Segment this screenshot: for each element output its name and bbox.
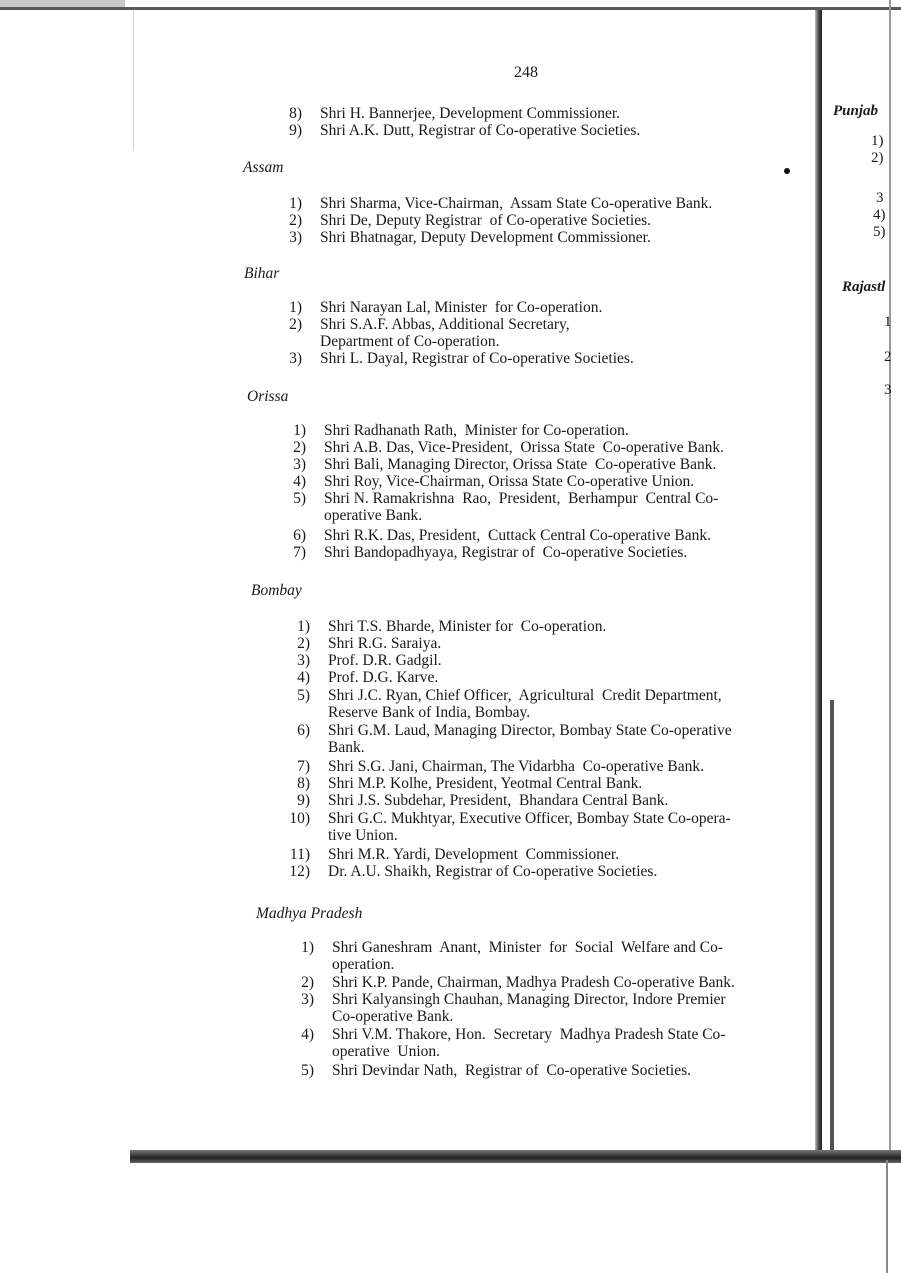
facing-page-heading-punjab: Punjab — [833, 103, 879, 119]
list-item-text: Shri K.P. Pande, Chairman, Madhya Pradesh Co-operative Bank. — [332, 974, 735, 991]
list-item-text: Shri Bandopadhyaya, Registrar of Co-operative Societies. — [324, 544, 688, 561]
list-item-number: 9) — [297, 792, 310, 809]
page-number: 248 — [514, 64, 538, 81]
list-item-number: 10) — [289, 810, 310, 827]
list-item-number: 6) — [293, 527, 306, 544]
bottom-page-edge — [130, 1150, 901, 1163]
list-item-text: Shri V.M. Thakore, Hon. Secretary Madhya Pradesh State Co- — [332, 1026, 726, 1043]
list-item-text: Shri S.A.F. Abbas, Additional Secretary, — [320, 316, 570, 333]
list-item-number: 9) — [289, 122, 302, 139]
list-item-number: 5) — [301, 1062, 314, 1079]
facing-page-number: 2) — [871, 150, 884, 166]
list-item-text: Shri G.M. Laud, Managing Director, Bombay State Co-operative — [328, 722, 732, 739]
facing-page-number: 1 — [884, 314, 892, 330]
list-item-number: 2) — [301, 974, 314, 991]
list-item-text: Shri H. Bannerjee, Development Commissioner. — [320, 105, 621, 122]
list-item-number: 1) — [297, 618, 310, 635]
list-item-text: Prof. D.G. Karve. — [328, 669, 439, 686]
list-item-number: 1) — [301, 939, 314, 956]
top-page-edge — [0, 7, 901, 10]
list-item-number: 3) — [293, 456, 306, 473]
ink-dot — [784, 168, 790, 174]
list-item-number: 2) — [289, 316, 302, 333]
list-item-text: Shri Sharma, Vice-Chairman, Assam State Co-operative Bank. — [320, 195, 713, 212]
book-spine-inner-shadow — [830, 700, 834, 1160]
list-item-number: 5) — [293, 490, 306, 507]
list-item-number: 1) — [289, 195, 302, 212]
list-item-text: Shri Roy, Vice-Chairman, Orissa State Co-operative Union. — [324, 473, 695, 490]
list-item-number: 4) — [301, 1026, 314, 1043]
section-heading-bihar: Bihar — [244, 265, 280, 282]
facing-page-heading-rajasthan: Rajastl — [842, 279, 886, 295]
book-spine-shadow — [815, 10, 822, 1160]
list-item-text: Shri Narayan Lal, Minister for Co-operation. — [320, 299, 603, 316]
list-item-number: 3) — [301, 991, 314, 1008]
scan-edge-tab — [0, 0, 125, 7]
list-item-number: 4) — [297, 669, 310, 686]
facing-page-number: 4) — [873, 207, 886, 223]
right-page-edge — [889, 0, 891, 1160]
list-item-text: Reserve Bank of India, Bombay. — [328, 704, 531, 721]
list-item-text: Shri A.B. Das, Vice-President, Orissa State Co-operative Bank. — [324, 439, 724, 456]
list-item-number: 7) — [297, 758, 310, 775]
list-item-text: Shri Bali, Managing Director, Orissa State Co-operative Bank. — [324, 456, 717, 473]
list-item-text: Shri Kalyansingh Chauhan, Managing Director, Indore Premier — [332, 991, 726, 1008]
facing-page-number: 3 — [876, 190, 884, 206]
section-heading-madhya-pradesh: Madhya Pradesh — [256, 905, 363, 922]
list-item-text: Shri J.C. Ryan, Chief Officer, Agricultural Credit Department, — [328, 687, 722, 704]
list-item-text: Shri Bhatnagar, Deputy Development Commissioner. — [320, 229, 651, 246]
list-item-text: Shri R.K. Das, President, Cuttack Central Co-operative Bank. — [324, 527, 712, 544]
list-item-number: 2) — [289, 212, 302, 229]
list-item-text: Shri L. Dayal, Registrar of Co-operative Societies. — [320, 350, 634, 367]
list-item-text: operative Union. — [332, 1043, 441, 1060]
list-item-number: 2) — [293, 439, 306, 456]
section-heading-bombay: Bombay — [251, 582, 302, 599]
facing-page-number: 1) — [871, 133, 884, 149]
list-item-text: Co-operative Bank. — [332, 1008, 454, 1025]
list-item-text: Prof. D.R. Gadgil. — [328, 652, 442, 669]
list-item-number: 2) — [297, 635, 310, 652]
list-item-text: Shri Devindar Nath, Registrar of Co-operative Societies. — [332, 1062, 691, 1079]
list-item-number: 1) — [293, 422, 306, 439]
section-heading-assam: Assam — [243, 159, 284, 176]
list-item-number: 1) — [289, 299, 302, 316]
list-item-text: Shri T.S. Bharde, Minister for Co-operation. — [328, 618, 607, 635]
list-item-text: Dr. A.U. Shaikh, Registrar of Co-operative Societies. — [328, 863, 658, 880]
facing-page-number: 2 — [884, 349, 892, 365]
list-item-text: Shri Radhanath Rath, Minister for Co-operation. — [324, 422, 629, 439]
list-item-number: 8) — [297, 775, 310, 792]
list-item-text: Shri M.R. Yardi, Development Commissioner. — [328, 846, 620, 863]
list-item-number: 11) — [289, 846, 310, 863]
facing-page-number: 5) — [873, 224, 886, 240]
list-item-text: Shri A.K. Dutt, Registrar of Co-operative Societies. — [320, 122, 641, 139]
list-item-number: 5) — [297, 687, 310, 704]
list-item-text: Department of Co-operation. — [320, 333, 500, 350]
list-item-number: 6) — [297, 722, 310, 739]
list-item-text: Shri Ganeshram Anant, Minister for Social Welfare and Co- — [332, 939, 724, 956]
list-item-text: Shri G.C. Mukhtyar, Executive Officer, Bombay State Co-opera- — [328, 810, 731, 827]
facing-page-number: 3 — [884, 382, 892, 398]
list-item-number: 7) — [293, 544, 306, 561]
list-item-text: Shri S.G. Jani, Chairman, The Vidarbha Co-operative Bank. — [328, 758, 705, 775]
list-item-text: Bank. — [328, 739, 365, 756]
list-item-number: 3) — [289, 229, 302, 246]
left-margin-line — [133, 10, 134, 150]
list-item-text: Shri M.P. Kolhe, President, Yeotmal Central Bank. — [328, 775, 643, 792]
list-item-text: operation. — [332, 956, 395, 973]
list-item-text: Shri N. Ramakrishna Rao, President, Berhampur Central Co- — [324, 490, 719, 507]
list-item-number: 4) — [293, 473, 306, 490]
list-item-number: 12) — [289, 863, 310, 880]
list-item-number: 3) — [297, 652, 310, 669]
list-item-number: 3) — [289, 350, 302, 367]
list-item-text: tive Union. — [328, 827, 398, 844]
list-item-text: operative Bank. — [324, 507, 423, 524]
bottom-right-edge — [886, 1160, 888, 1273]
section-heading-orissa: Orissa — [247, 388, 289, 405]
list-item-text: Shri J.S. Subdehar, President, Bhandara Central Bank. — [328, 792, 669, 809]
list-item-text: Shri De, Deputy Registrar of Co-operative Societies. — [320, 212, 652, 229]
list-item-number: 8) — [289, 105, 302, 122]
list-item-text: Shri R.G. Saraiya. — [328, 635, 442, 652]
